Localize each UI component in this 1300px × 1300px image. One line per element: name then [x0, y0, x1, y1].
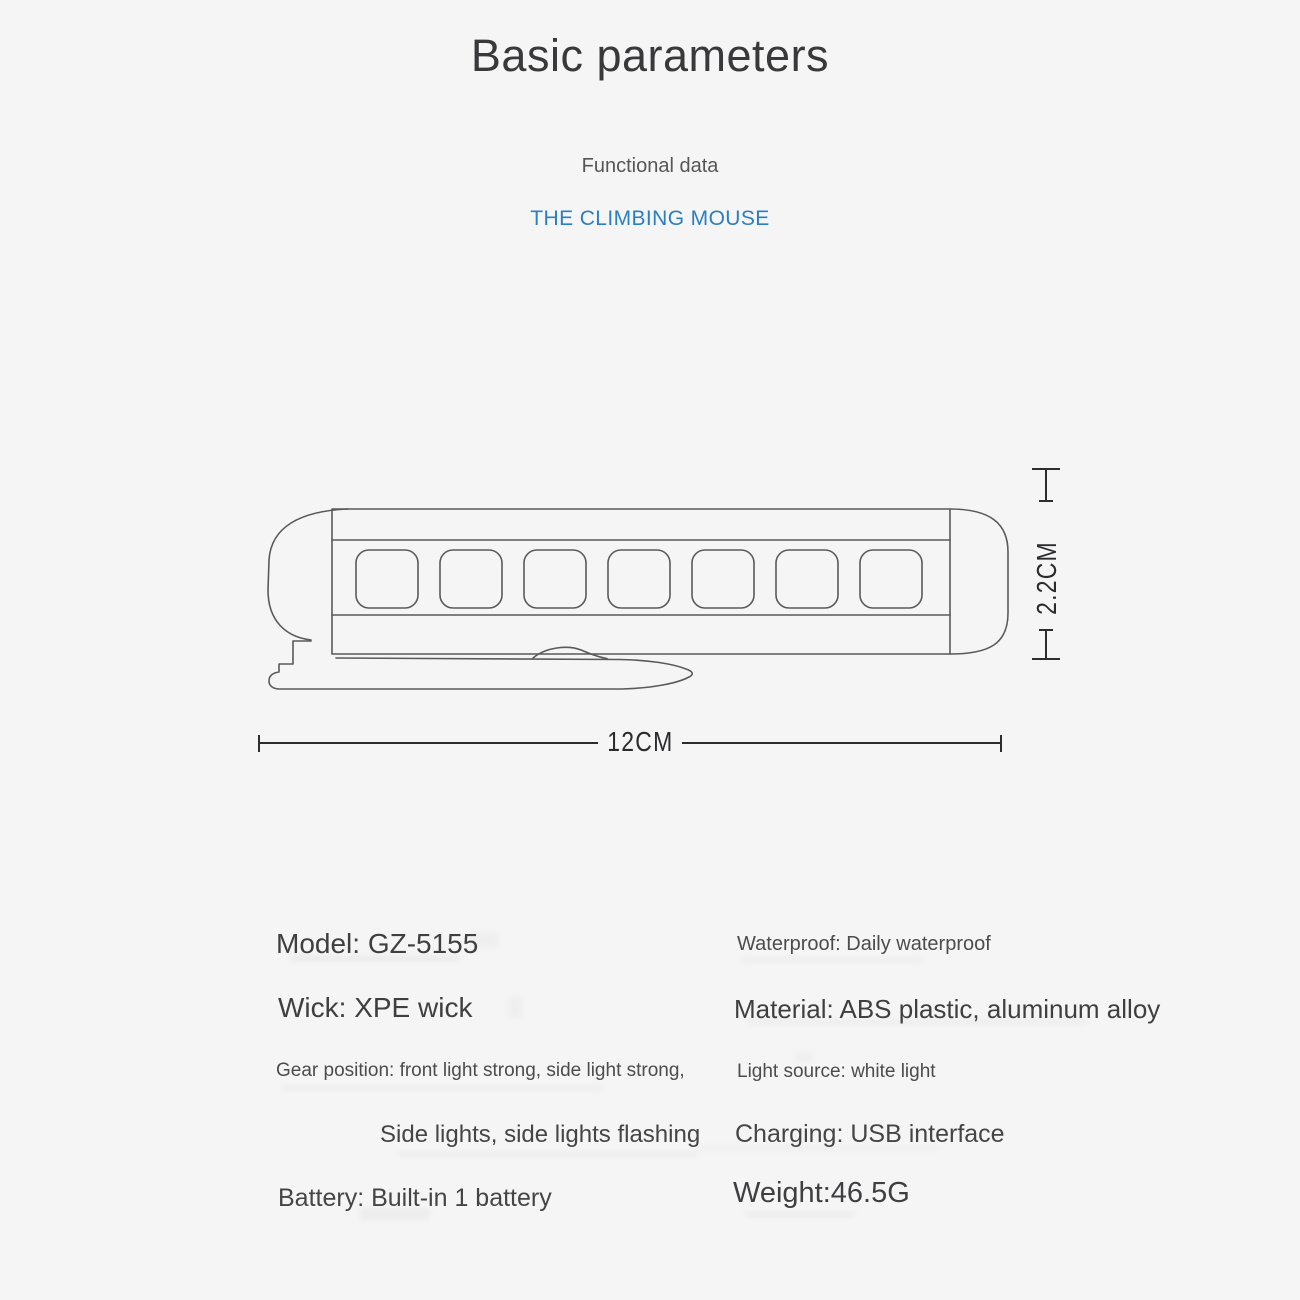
jpeg-ghost-artifact [398, 1152, 698, 1156]
jpeg-ghost-artifact [470, 932, 498, 948]
device-outline [268, 509, 1008, 689]
led-window [524, 550, 586, 608]
spec-waterproof: Waterproof: Daily waterproof [737, 933, 991, 955]
jpeg-ghost-artifact [700, 1146, 940, 1150]
led-window [692, 550, 754, 608]
spec-charging: Charging: USB interface [735, 1120, 1005, 1148]
spec-wick: Wick: XPE wick [278, 992, 473, 1023]
spec-gear-position: Gear position: front light strong, side light strong, [276, 1060, 685, 1081]
device-end-cap [268, 509, 348, 640]
length-dimension-label [576, 726, 704, 758]
spec-battery: Battery: Built-in 1 battery [278, 1184, 552, 1212]
led-window [860, 550, 922, 608]
dimension-lines [259, 469, 1060, 752]
length-dimension-text: 12CM [606, 726, 674, 757]
page-title: Basic parameters [470, 30, 830, 81]
height-dimension-text: 2.2CM [1031, 541, 1062, 615]
jpeg-ghost-artifact [282, 1086, 602, 1090]
spec-material: Material: ABS plastic, aluminum alloy [734, 994, 1161, 1024]
led-window [776, 550, 838, 608]
page-subtitle: Functional data [581, 155, 719, 177]
jpeg-ghost-artifact [748, 1020, 1088, 1024]
clip-bump [533, 647, 607, 658]
led-window [608, 550, 670, 608]
led-window [440, 550, 502, 608]
jpeg-ghost-artifact [360, 1208, 430, 1220]
spec-light-source: Light source: white light [737, 1061, 936, 1082]
jpeg-ghost-artifact [745, 1212, 855, 1217]
led-window [356, 550, 418, 608]
product-name: THE CLIMBING MOUSE [530, 207, 770, 230]
jpeg-ghost-artifact [795, 1052, 813, 1062]
jpeg-ghost-artifact [508, 996, 522, 1018]
spec-side-lights: Side lights, side lights flashing [380, 1121, 701, 1148]
jpeg-ghost-artifact [290, 956, 460, 961]
spec-model: Model: GZ-5155 [276, 928, 479, 959]
spec-weight: Weight:46.5G [733, 1177, 910, 1209]
jpeg-ghost-artifact [742, 958, 922, 962]
height-dimension-label [1031, 516, 1063, 640]
